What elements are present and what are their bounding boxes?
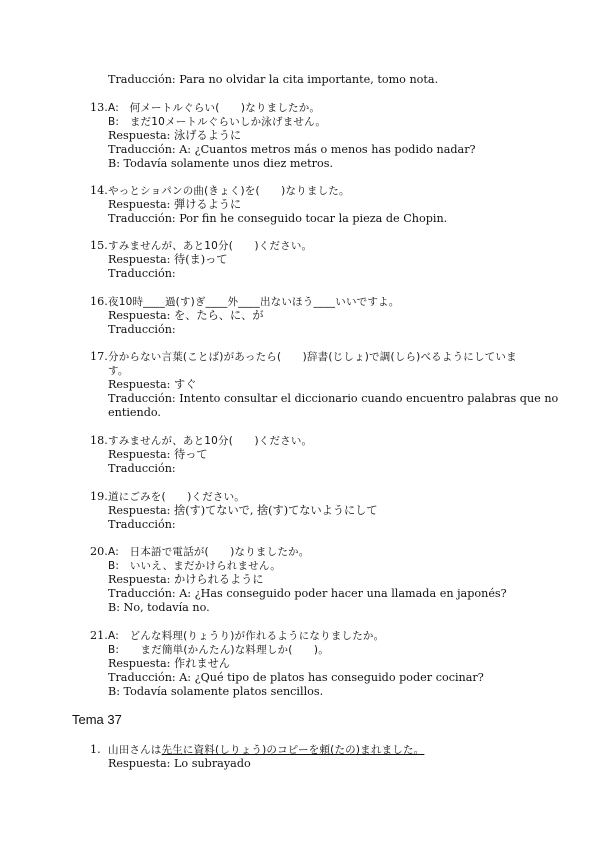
item-number: 15. (90, 239, 108, 252)
section-title: Tema 37 (72, 712, 122, 727)
translation-line: Traducción: A: ¿Cuantos metros más o menos has podido nadar? (108, 143, 476, 156)
item-line: す。 (108, 365, 129, 377)
answer-line: Respuesta: 泳げるように (108, 129, 242, 142)
answer-line: Respuesta: 待って (108, 448, 208, 461)
answer-line: Respuesta: Lo subrayado (108, 757, 251, 770)
item-number: 20. (90, 545, 108, 558)
translation-line: Traducción: (108, 267, 176, 280)
item-number: 21. (90, 629, 108, 642)
top-translation: Traducción: Para no olvidar la cita importante, tomo nota. (108, 73, 439, 86)
answer-line: Respuesta: 捨(す)てないで, 捨(す)てないようにして (108, 504, 378, 517)
sentence-plain: 山田さんは (108, 744, 162, 756)
item-number: 1. (90, 743, 101, 756)
answer-line: Respuesta: 作れません (108, 657, 230, 670)
item-line: A: 何メートルぐらい( )なりましたか。 (108, 102, 321, 114)
item-line: 分からない言葉(ことば)があったら( )辞書(じしょ)で調(しら)べるようにしていま (108, 351, 517, 363)
sentence-line (108, 743, 424, 757)
answer-line: Respuesta: 待(ま)って (108, 253, 228, 266)
answer-line: Respuesta: 弾けるように (108, 198, 242, 211)
item-line: A: どんな料理(りょうり)が作れるようになりましたか。 (108, 630, 385, 642)
item-number: 14. (90, 184, 108, 197)
sentence-underlined: 先生に資料(しりょう)のコピーを頼(たの)まれました。 (161, 744, 425, 756)
answer-line: Respuesta: すぐ (108, 378, 197, 391)
translation-line: Traducción: Por fin he conseguido tocar la pieza de Chopin. (108, 212, 448, 225)
answer-line: Respuesta: かけられるように (108, 573, 264, 586)
item-line: B: まだ簡単(かんたん)な料理しか( )。 (108, 644, 329, 656)
translation-line: Traducción: A: ¿Qué tipo de platos has conseguido poder cocinar? (108, 671, 484, 684)
translation-line: B: No, todavía no. (108, 601, 210, 614)
translation-line: Traducción: (108, 462, 176, 475)
translation-line: Traducción: Intento consultar el diccionario cuando encuentro palabras que no (108, 392, 559, 405)
item-number: 18. (90, 434, 108, 447)
item-line: B: いいえ、まだかけられません。 (108, 560, 281, 572)
translation-line: Traducción: (108, 518, 176, 531)
item-line: 夜10時____過(す)ぎ____外____出ないほう____いいですよ。 (108, 296, 400, 308)
translation-line: entiendo. (108, 406, 161, 419)
item-line: 道にごみを( )ください。 (108, 491, 245, 503)
item-line: やっとショパンの曲(きょく)を( )なりました。 (108, 185, 350, 197)
translation-line: B: Todavía solamente unos diez metros. (108, 157, 334, 170)
item-line: B: まだ10メートルぐらいしか泳げません。 (108, 116, 327, 128)
translation-line: Traducción: A: ¿Has conseguido poder hacer una llamada en japonés? (108, 587, 507, 600)
item-number: 17. (90, 350, 108, 363)
answer-line: Respuesta: を、たら、に、が (108, 309, 264, 322)
translation-line: B: Todavía solamente platos sencillos. (108, 685, 324, 698)
item-number: 19. (90, 490, 108, 503)
item-number: 16. (90, 295, 108, 308)
translation-line: Traducción: (108, 323, 176, 336)
item-number: 13. (90, 101, 108, 114)
item-line: A: 日本語で電話が( )なりましたか。 (108, 546, 310, 558)
item-line: すみませんが、あと10分( )ください。 (108, 240, 313, 252)
item-line: すみませんが、あと10分( )ください。 (108, 435, 313, 447)
